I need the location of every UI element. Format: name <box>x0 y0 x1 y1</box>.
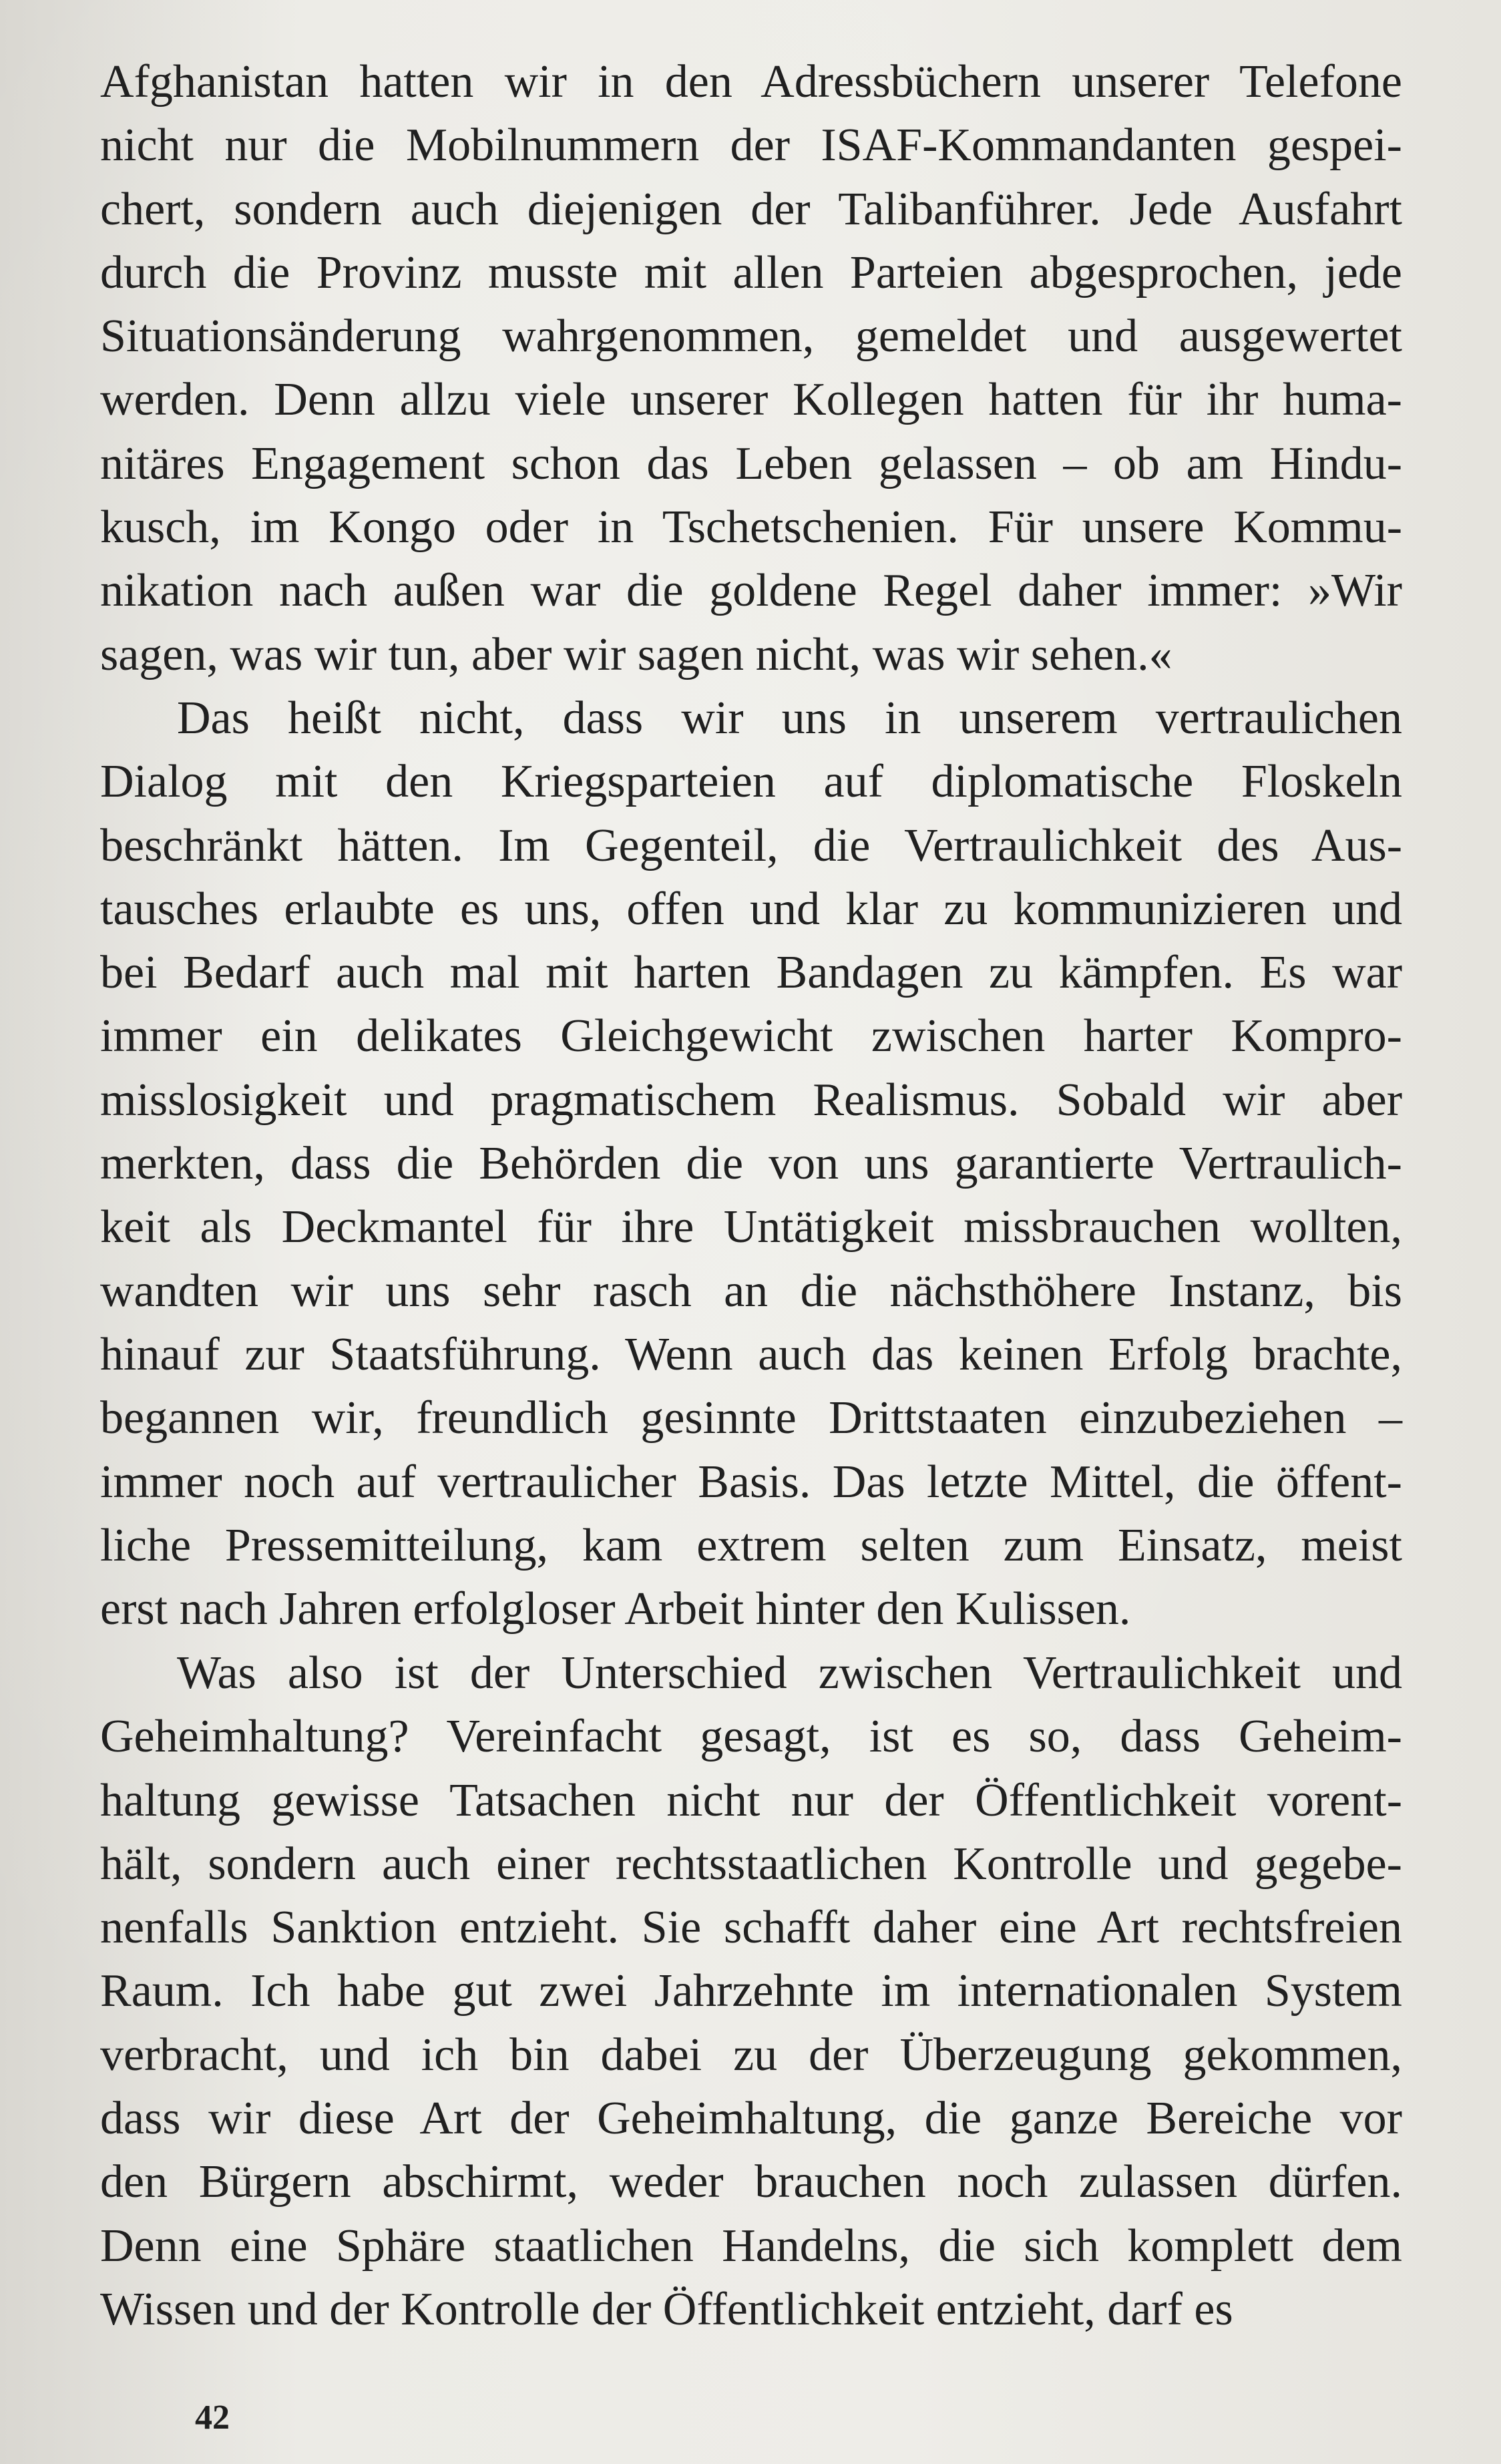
text-line: kusch, im Kongo oder in Tschetschenien. Für unsere Kommu- <box>100 501 1402 554</box>
text-line: erst nach Jahren erfolgloser Arbeit hinter den Kulissen. <box>100 1583 1131 1635</box>
text-line: durch die Provinz musste mit allen Parteien abgesprochen, jede <box>100 246 1402 298</box>
text-line: Dialog mit den Kriegsparteien auf diplomatische Floskeln <box>100 756 1402 808</box>
text-line: tausches erlaubte es uns, offen und klar zu kommunizieren und <box>100 883 1402 935</box>
text-line: nikation nach außen war die goldene Regel daher immer: »Wir <box>100 565 1402 617</box>
text-line: bei Bedarf auch mal mit harten Bandagen zu kämpfen. Es war <box>100 947 1402 999</box>
text-line: werden. Denn allzu viele unserer Kollegen hatten für ihr huma- <box>100 374 1402 426</box>
text-line: dass wir diese Art der Geheimhaltung, die ganze Bereiche vor <box>100 2093 1402 2145</box>
text-line: chert, sondern auch diejenigen der Talibanführer. Jede Ausfahrt <box>100 183 1402 235</box>
text-line: Geheimhaltung? Vereinfacht gesagt, ist es so, dass Geheim- <box>100 1711 1402 1763</box>
text-line: keit als Deckmantel für ihre Untätigkeit missbrauchen wollten, <box>100 1201 1402 1253</box>
text-line: wandten wir uns sehr rasch an die nächsthöhere Instanz, bis <box>100 1265 1402 1317</box>
text-line: den Bürgern abschirmt, weder brauchen noch zulassen dürfen. <box>100 2156 1402 2208</box>
paragraph-2 <box>100 686 1402 1641</box>
text-line: nicht nur die Mobilnummern der ISAF-Kommandanten gespei- <box>100 120 1402 172</box>
text-line: Denn eine Sphäre staatlichen Handelns, die sich komplett dem <box>100 2220 1402 2272</box>
text-line: haltung gewisse Tatsachen nicht nur der Öffentlichkeit vorent- <box>100 1774 1402 1826</box>
text-line: Afghanistan hatten wir in den Adressbüchern unserer Telefone <box>100 56 1402 108</box>
text-line: Was also ist der Unterschied zwischen Vertraulichkeit und <box>177 1647 1402 1699</box>
text-line: misslosigkeit und pragmatischem Realismus. Sobald wir aber <box>100 1074 1402 1126</box>
paragraph-1 <box>100 50 1402 686</box>
text-line: Raum. Ich habe gut zwei Jahrzehnte im internationalen System <box>100 1965 1402 2017</box>
text-line: merkten, dass die Behörden die von uns garantierte Vertraulich- <box>100 1138 1402 1190</box>
text-line: Situationsänderung wahrgenommen, gemeldet und ausgewertet <box>100 311 1402 363</box>
text-line: verbracht, und ich bin dabei zu der Überzeugung gekommen, <box>100 2029 1402 2081</box>
text-line: beschränkt hätten. Im Gegenteil, die Vertraulichkeit des Aus- <box>100 819 1402 871</box>
text-line: Wissen und der Kontrolle der Öffentlichkeit entzieht, darf es <box>100 2283 1233 2335</box>
text-line: nenfalls Sanktion entzieht. Sie schafft daher eine Art rechtsfreien <box>100 1902 1402 1954</box>
page-number: 42 <box>195 2399 230 2437</box>
text-line: hinauf zur Staatsführung. Wenn auch das keinen Erfolg brachte, <box>100 1328 1402 1380</box>
paragraph-3 <box>100 1641 1402 2341</box>
text-line: begannen wir, freundlich gesinnte Drittstaaten einzubeziehen – <box>100 1392 1402 1444</box>
text-line: liche Pressemitteilung, kam extrem selten zum Einsatz, meist <box>100 1519 1402 1571</box>
text-line: sagen, was wir tun, aber wir sagen nicht, was wir sehen.« <box>100 628 1172 680</box>
text-line: immer ein delikates Gleichgewicht zwischen harter Kompro- <box>100 1010 1402 1062</box>
text-line: immer noch auf vertraulicher Basis. Das letzte Mittel, die öffent- <box>100 1456 1402 1508</box>
text-line: hält, sondern auch einer rechtsstaatlichen Kontrolle und gegebe- <box>100 1838 1402 1890</box>
text-line: nitäres Engagement schon das Leben gelassen – ob am Hindu- <box>100 437 1402 489</box>
text-line: Das heißt nicht, dass wir uns in unserem vertraulichen <box>177 692 1402 744</box>
